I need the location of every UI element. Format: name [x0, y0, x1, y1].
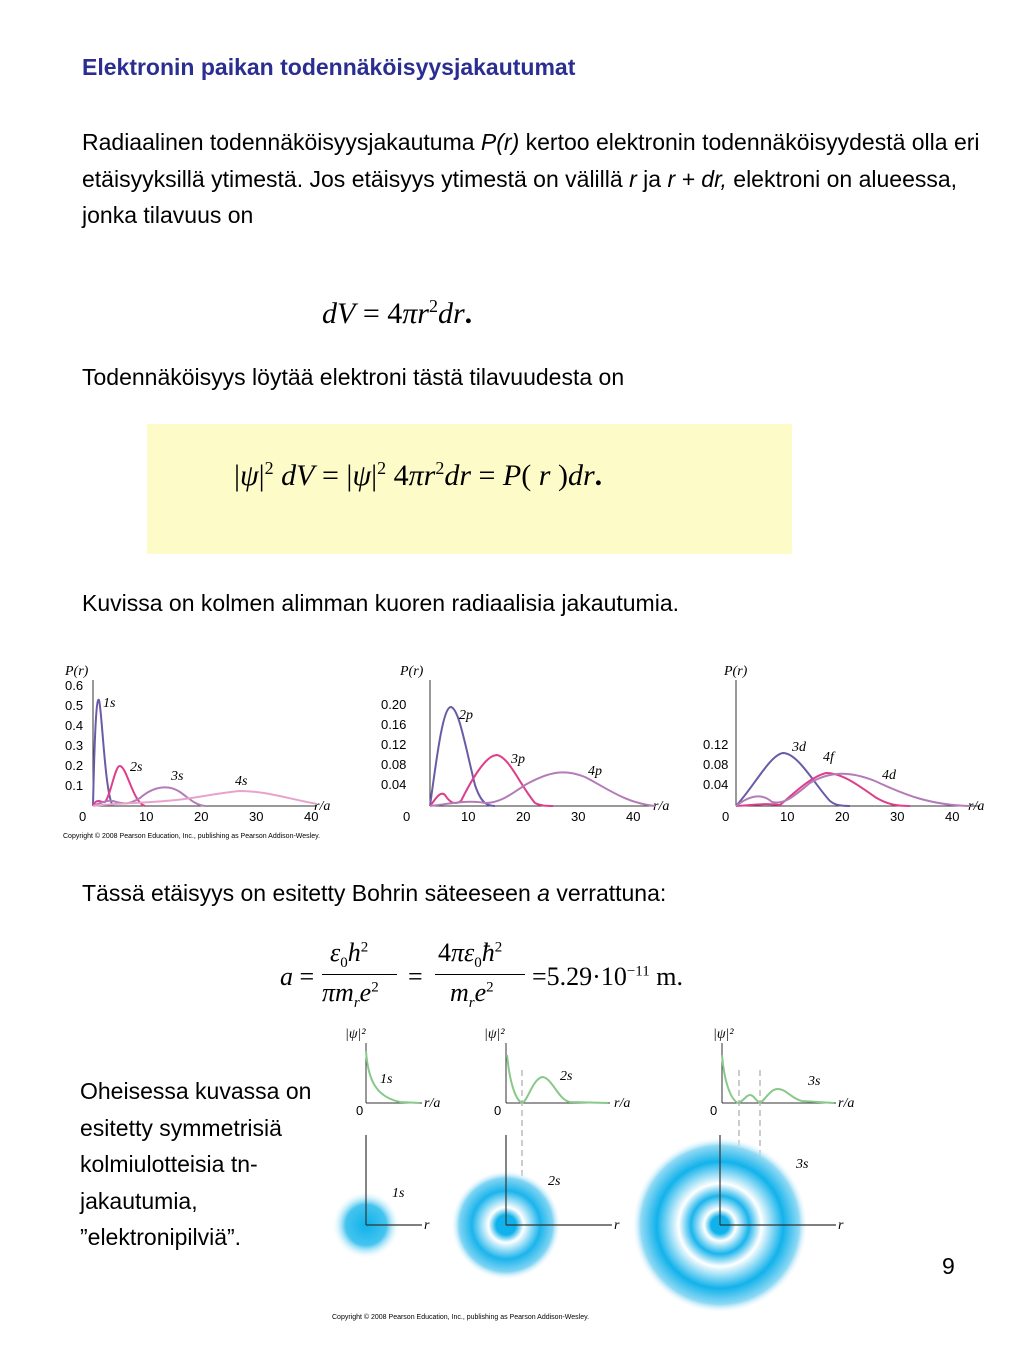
- xtick: 20: [194, 809, 209, 824]
- xtick: 40: [945, 809, 960, 824]
- radial-plots: [55, 655, 995, 845]
- copyright-top: Copyright © 2008 Pearson Education, Inc., publishing as Pearson Addison-Wesley.: [63, 833, 321, 840]
- ytick: 0.12: [703, 737, 729, 752]
- bohr-unit: m.: [656, 962, 683, 991]
- side-paragraph: Oheisessa kuvassa on esitetty symmetrisiä kolmiulotteisia tn-jakautumia, ”elektronipilviä”.: [80, 1078, 312, 1250]
- cloud-r-2s: r: [614, 1218, 620, 1233]
- ytick: 0.3: [65, 738, 84, 753]
- cloud-r-3s: r: [838, 1218, 844, 1233]
- psi-xlabel: r/a: [838, 1096, 855, 1111]
- label-4s: 4s: [235, 774, 248, 789]
- label-3s: 3s: [171, 769, 184, 784]
- intro-text-4: elektroni on alueessa, jonka tilavuus on: [82, 165, 958, 228]
- bohr-value: 5.29·10: [546, 962, 627, 991]
- ylabel-s: P(r): [65, 664, 89, 679]
- probability-sentence: Todennäköisyys löytää elektroni tästä tilavuudesta on: [82, 364, 625, 390]
- psi-zero: 0: [710, 1103, 718, 1118]
- xtick: 10: [139, 809, 154, 824]
- label-2p: 2p: [459, 708, 473, 723]
- psi-xlabel: r/a: [424, 1096, 441, 1111]
- bohr-equation: a = $\varepsilon_0h^2$ $\pi m_re^2$ = $4\pi\varepsilon_0ħ^2$ $m_re^2$ $=5.29\cdot 10^{-11}$ m.: [280, 938, 683, 1012]
- ytick: 0.5: [65, 698, 84, 713]
- psi-xlabel: r/a: [614, 1096, 631, 1111]
- intro-text-1: Radiaalinen todennäköisyysjakautuma: [82, 129, 481, 155]
- psi-ylabel: |ψ|²: [345, 1027, 366, 1042]
- ytick: 0.16: [381, 717, 407, 732]
- psi-plot-2s: [484, 1027, 630, 1118]
- label-4d: 4d: [882, 768, 896, 783]
- xlabel-d: r/a: [968, 799, 985, 814]
- ytick: 0.2: [65, 758, 84, 773]
- intro-text-2: kertoo elektronin todennäköisyydestä olla eri etäisyyksillä ytimestä. Jos etäisyys ytimestä on välillä: [82, 129, 980, 192]
- label-4f: 4f: [823, 750, 834, 765]
- copyright-bottom: Copyright © 2008 Pearson Education, Inc., publishing as Pearson Addison-Wesley.: [332, 1314, 590, 1321]
- plot-s: [64, 664, 330, 824]
- psi-plot-1s: [345, 1027, 440, 1118]
- xtick: 40: [304, 809, 319, 824]
- xtick: 0: [79, 809, 87, 824]
- xlabel-s: r/a: [314, 799, 331, 814]
- ytick: 0.12: [381, 737, 407, 752]
- intro-paragraph: [82, 124, 982, 234]
- xtick: 0: [722, 809, 730, 824]
- volume-equation: dV = $4\pi r^2dr$.: [322, 296, 473, 330]
- ytick: 0.6: [65, 678, 84, 693]
- psi-label-3s: 3s: [808, 1074, 821, 1089]
- label-3d: 3d: [792, 740, 806, 755]
- xlabel-p: r/a: [653, 799, 670, 814]
- label-2s: 2s: [130, 760, 143, 775]
- ytick: 0.08: [381, 757, 407, 772]
- xtick: 20: [516, 809, 531, 824]
- ylabel-p: P(r): [400, 664, 424, 679]
- xtick: 30: [571, 809, 586, 824]
- ylabel-d: P(r): [724, 664, 748, 679]
- ytick: 0.20: [381, 697, 407, 712]
- bohr-sentence: [82, 880, 666, 907]
- cloud-r-1s: r: [424, 1218, 430, 1233]
- figures-sentence: Kuvissa on kolmen alimman kuoren radiaalisia jakautumia.: [82, 590, 680, 616]
- bohr-exp: −11: [626, 963, 650, 980]
- xtick: 40: [626, 809, 641, 824]
- xtick: 30: [890, 809, 905, 824]
- intro-text-3: ja: [636, 165, 668, 192]
- xtick: 0: [403, 809, 411, 824]
- plot-p: [381, 664, 669, 824]
- bohr-a: a: [537, 880, 550, 906]
- psi-zero: 0: [356, 1103, 364, 1118]
- page-title: Elektronin paikan todennäköisyysjakautumat: [82, 54, 576, 80]
- bohr-text-1: Tässä etäisyys on esitetty Bohrin säteeseen: [82, 880, 538, 906]
- cloud-label-2s: 2s: [548, 1174, 561, 1189]
- cloud-label-1s: 1s: [392, 1186, 405, 1201]
- psi-ylabel: |ψ|²: [484, 1027, 505, 1042]
- label-3p: 3p: [511, 752, 525, 767]
- electron-cloud-figure: [330, 1025, 860, 1325]
- psi-label-2s: 2s: [560, 1069, 573, 1084]
- ytick: 0.04: [703, 777, 729, 792]
- psi-zero: 0: [494, 1103, 502, 1118]
- xtick: 30: [249, 809, 264, 824]
- plot-d: [703, 664, 984, 824]
- cloud-label-3s: 3s: [796, 1157, 809, 1172]
- ytick: 0.04: [381, 777, 407, 792]
- xtick: 10: [780, 809, 795, 824]
- intro-r: r: [629, 165, 637, 192]
- intro-rdr: r + dr,: [667, 165, 727, 192]
- ytick: 0.1: [65, 778, 84, 793]
- label-4p: 4p: [588, 764, 602, 779]
- psi-ylabel: |ψ|²: [713, 1027, 734, 1042]
- psi-plot-3s: [710, 1027, 854, 1118]
- intro-pr: P(r): [480, 129, 520, 155]
- ytick: 0.08: [703, 757, 729, 772]
- xtick: 20: [835, 809, 850, 824]
- xtick: 10: [461, 809, 476, 824]
- ytick: 0.4: [65, 718, 84, 733]
- probability-equation: $|\psi|^2$ dV = $|\psi|^2$ $4\pi r^2dr = P$( r )dr.: [234, 458, 603, 492]
- bohr-text-2: verrattuna:: [549, 880, 667, 906]
- page-number: 9: [942, 1253, 955, 1279]
- psi-label-1s: 1s: [380, 1072, 393, 1087]
- label-1s: 1s: [103, 696, 116, 711]
